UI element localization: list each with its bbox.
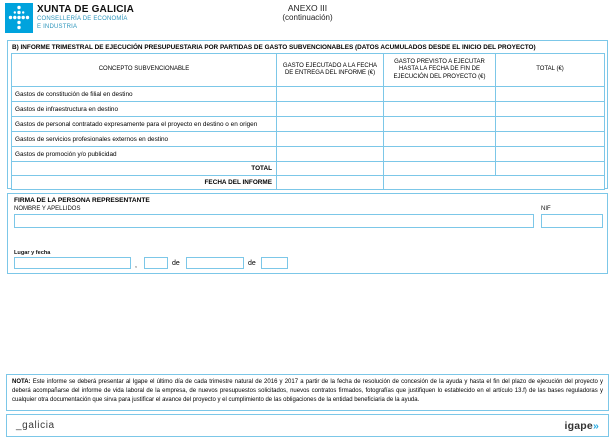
month-input[interactable] — [186, 257, 244, 269]
org-name: XUNTA DE GALICIA — [37, 4, 135, 15]
igape-logo-text: igape — [564, 420, 593, 432]
comma-separator: , — [135, 262, 137, 269]
budget-table — [11, 53, 605, 190]
table-row — [12, 102, 605, 117]
gasto-previsto-cell[interactable] — [384, 87, 496, 102]
note-label: NOTA: — [12, 379, 31, 385]
annex-subtitle: (continuación) — [282, 13, 333, 22]
table-row — [12, 132, 605, 147]
igape-chevrons-icon: » — [592, 420, 599, 432]
total-gasto-ejecutado-cell[interactable] — [277, 162, 384, 176]
table-row — [12, 147, 605, 162]
total-gasto-previsto-cell[interactable] — [384, 162, 496, 176]
gasto-ejecutado-cell[interactable] — [277, 132, 384, 147]
total-cell[interactable] — [496, 102, 605, 117]
gasto-ejecutado-cell[interactable] — [277, 147, 384, 162]
place-date-label: Lugar y fecha — [14, 250, 51, 256]
col-header-concepto: CONCEPTO SUBVENCIONABLE — [12, 54, 277, 87]
gasto-ejecutado-cell[interactable] — [277, 117, 384, 132]
total-sum-cell[interactable] — [496, 162, 605, 176]
gasto-ejecutado-cell[interactable] — [277, 87, 384, 102]
org-dept-line1: CONSELLERÍA DE ECONOMÍA — [37, 16, 128, 22]
igape-logo — [565, 420, 599, 432]
name-label: NOMBRE Y APELLIDOS — [14, 206, 81, 212]
report-date-cell[interactable] — [277, 176, 384, 190]
place-input[interactable] — [14, 257, 131, 269]
note-box — [6, 374, 609, 411]
gasto-ejecutado-cell[interactable] — [277, 102, 384, 117]
signature-section — [7, 193, 608, 274]
row-label: Gastos de constitución de filial en destino — [12, 87, 277, 102]
col-header-gasto-previsto: GASTO PREVISTO A EJECUTAR HASTA LA FECHA DE FIN DE EJECUCIÓN DEL PROYECTO (€) — [384, 54, 496, 87]
row-label: Gastos de personal contratado expresamente para el proyecto en destino o en origen — [12, 117, 277, 132]
total-cell[interactable] — [496, 87, 605, 102]
row-label: Gastos de servicios profesionales externos en destino — [12, 132, 277, 147]
row-label: Gastos de infraestructura en destino — [12, 102, 277, 117]
section-title: B) INFORME TRIMESTRAL DE EJECUCIÓN PRESUPUESTARIA POR PARTIDAS DE GASTO SUBVENCIONABLES (DATOS ACUMULADOS DESDE EL INICIO DEL PROYECTO) — [12, 44, 536, 51]
total-row — [12, 162, 605, 176]
year-input[interactable] — [261, 257, 288, 269]
table-row — [12, 87, 605, 102]
gasto-previsto-cell[interactable] — [384, 102, 496, 117]
annex-title: ANEXO III — [287, 3, 328, 13]
note-text: Este informe se deberá presentar al Igape el último día de cada trimestre natural de 2016 y 2017 a partir de la fecha de resolución de concesión de la ayuda y hasta el fin del plazo de ejecución del proyecto y deberá acompañarse del informe de vida laboral de la empresa, de nuevos presupuestos solicitados, nuevos contratos firmados, fotografías que justifiquen lo establecido en el artículo 13.f) de las bases reguladoras y cualquier otra documentación que sirva para justificar el avance del proyecto y el cumplimiento de las obligaciones de la entidad beneficiaria de la ayuda. — [12, 379, 603, 403]
total-cell[interactable] — [496, 117, 605, 132]
annex-header — [0, 3, 615, 22]
org-dept-line2: E INDUSTRIA — [37, 24, 78, 30]
gasto-previsto-cell[interactable] — [384, 117, 496, 132]
nif-input[interactable] — [541, 214, 603, 228]
col-header-total: TOTAL (€) — [496, 54, 605, 87]
name-input[interactable] — [14, 214, 534, 228]
row-label: Gastos de promoción y/o publicidad — [12, 147, 277, 162]
report-date-row — [12, 176, 605, 190]
day-input[interactable] — [144, 257, 168, 269]
footer-bar — [6, 414, 609, 437]
table-row — [12, 117, 605, 132]
galicia-logo: _galicia — [16, 420, 55, 431]
report-date-label: FECHA DEL INFORME — [12, 176, 277, 190]
total-row-label: TOTAL — [12, 162, 277, 176]
total-cell[interactable] — [496, 132, 605, 147]
signature-section-title: FIRMA DE LA PERSONA REPRESENTANTE — [14, 197, 150, 204]
de-word-1: de — [172, 260, 180, 267]
gasto-previsto-cell[interactable] — [384, 132, 496, 147]
nif-label: NIF — [541, 206, 551, 212]
total-cell[interactable] — [496, 147, 605, 162]
col-header-gasto-ejecutado: GASTO EJECUTADO A LA FECHA DE ENTREGA DEL INFORME (€) — [277, 54, 384, 87]
gasto-previsto-cell[interactable] — [384, 147, 496, 162]
budget-table-section — [7, 40, 608, 189]
de-word-2: de — [248, 260, 256, 267]
report-date-merged-cell[interactable] — [384, 176, 605, 190]
